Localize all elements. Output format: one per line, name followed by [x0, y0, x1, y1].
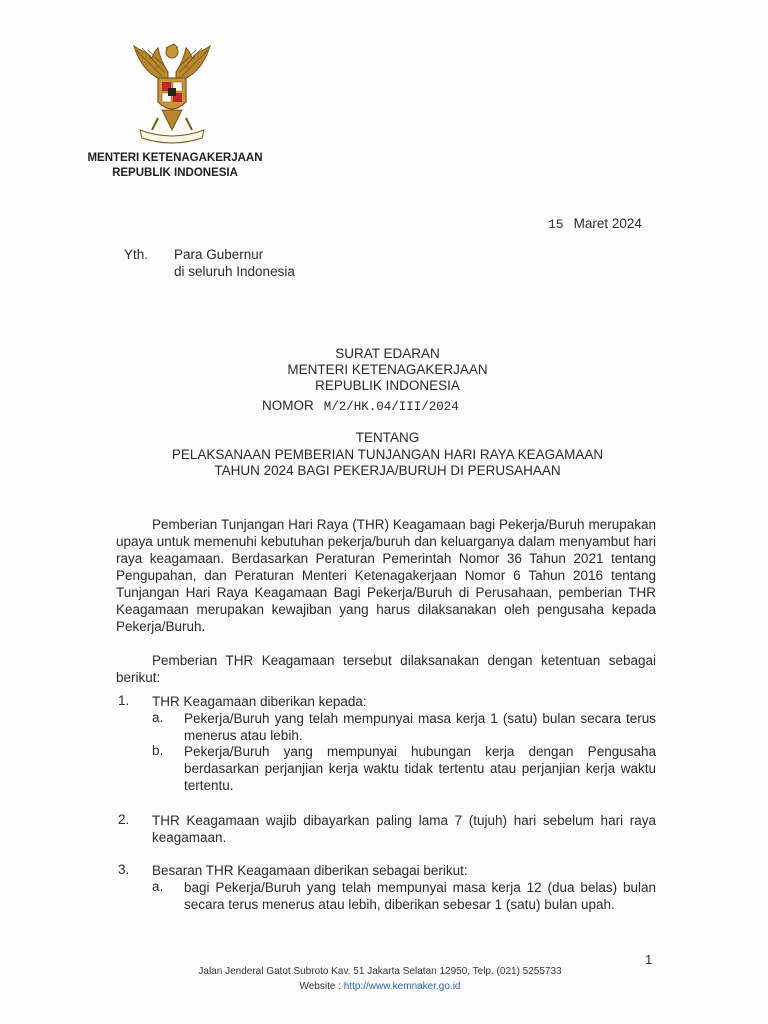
list-item-text: THR Keagamaan diberikan kepada: — [152, 694, 367, 709]
footer-website — [150, 981, 610, 992]
sublist-item-label: b. — [152, 743, 164, 758]
body-paragraph-1 — [116, 516, 656, 635]
sublist-item-text: Pekerja/Buruh yang mempunyai hubungan kerja dengan Pengusaha berdasarkan perjanjian kerja waktu tidak tertentu atau perjanjian kerja waktu tertentu. — [184, 744, 656, 793]
body-paragraph-2 — [116, 652, 656, 686]
ministry-name: MENTERI KETENAGAKERJAAN — [87, 152, 263, 164]
date-month-year: Maret 2024 — [573, 216, 642, 231]
subject-line1: PELAKSANAAN PEMBERIAN TUNJANGAN HARI RAYA KEAGAMAAN — [171, 447, 604, 462]
list-item-number: 3. — [118, 862, 130, 877]
footer-address: Jalan Jenderal Gatot Subroto Kav. 51 Jakarta Selatan 12950, Telp. (021) 5255733 — [198, 966, 562, 977]
sublist-item-text: bagi Pekerja/Buruh yang telah mempunyai masa kerja 12 (dua belas) bulan secara terus menerus atau lebih, diberikan sebesar 1 (satu) bulan upah. — [184, 880, 656, 912]
recipient-label: Yth. — [124, 247, 149, 262]
footer-website-link[interactable]: http://www.kemnaker.go.id — [343, 981, 461, 992]
body-paragraph-2-text: Pemberian THR Keagamaan tersebut dilaksanakan dengan ketentuan sebagai berikut: — [116, 653, 656, 685]
sublist-item-text: Pekerja/Buruh yang telah mempunyai masa kerja 1 (satu) bulan secara terus menerus atau lebih. — [184, 711, 656, 743]
footer-website-label: Website : — [299, 981, 344, 992]
ministry-country: REPUBLIK INDONESIA — [112, 167, 238, 179]
list-item-text: THR Keagamaan wajib dibayarkan paling lama 7 (tujuh) hari sebelum hari raya keagamaan. — [152, 813, 656, 845]
date-day: 15 — [548, 217, 564, 232]
doc-number-value: M/2/HK.04/III/2024 — [323, 400, 459, 414]
garuda-pancasila-emblem — [122, 38, 222, 146]
doc-number — [262, 398, 459, 414]
sublist-item-label: a. — [152, 710, 164, 725]
sublist-item-label: a. — [152, 879, 164, 894]
doc-issuer-country: REPUBLIK INDONESIA — [315, 378, 460, 393]
recipient-line2: di seluruh Indonesia — [174, 264, 295, 279]
page-number: 1 — [645, 952, 653, 967]
doc-number-label: NOMOR — [262, 398, 314, 413]
recipient-line1: Para Gubernur — [174, 247, 264, 262]
list-item-number: 2. — [118, 812, 130, 827]
doc-issuer: MENTERI KETENAGAKERJAAN — [287, 362, 488, 377]
list-item-number: 1. — [118, 693, 130, 708]
list-item-text: Besaran THR Keagamaan diberikan sebagai berikut: — [152, 863, 468, 878]
doc-type: SURAT EDARAN — [335, 346, 440, 361]
subject-heading: TENTANG — [355, 430, 420, 445]
subject-line2: TAHUN 2024 BAGI PEKERJA/BURUH DI PERUSAHAAN — [214, 463, 561, 478]
body-paragraph-1-text: Pemberian Tunjangan Hari Raya (THR) Keagamaan bagi Pekerja/Buruh merupakan upaya untuk memenuhi kebutuhan pekerja/buruh dan keluarganya dalam menyambut hari raya keagamaan. Berdasarkan Peraturan Pemerintah Nomor 36 Tahun 2021 tentang Pengupahan, dan Peraturan Menteri Ketenagakerjaan Nomor 6 Tahun 2016 tentang Tunjangan Hari Raya Keagamaan Bagi Pekerja/Buruh di Perusahaan, pemberian THR Keagamaan merupakan kewajiban yang harus dilaksanakan oleh pengusaha kepada Pekerja/Buruh. — [116, 517, 656, 634]
letter-date — [548, 216, 642, 232]
